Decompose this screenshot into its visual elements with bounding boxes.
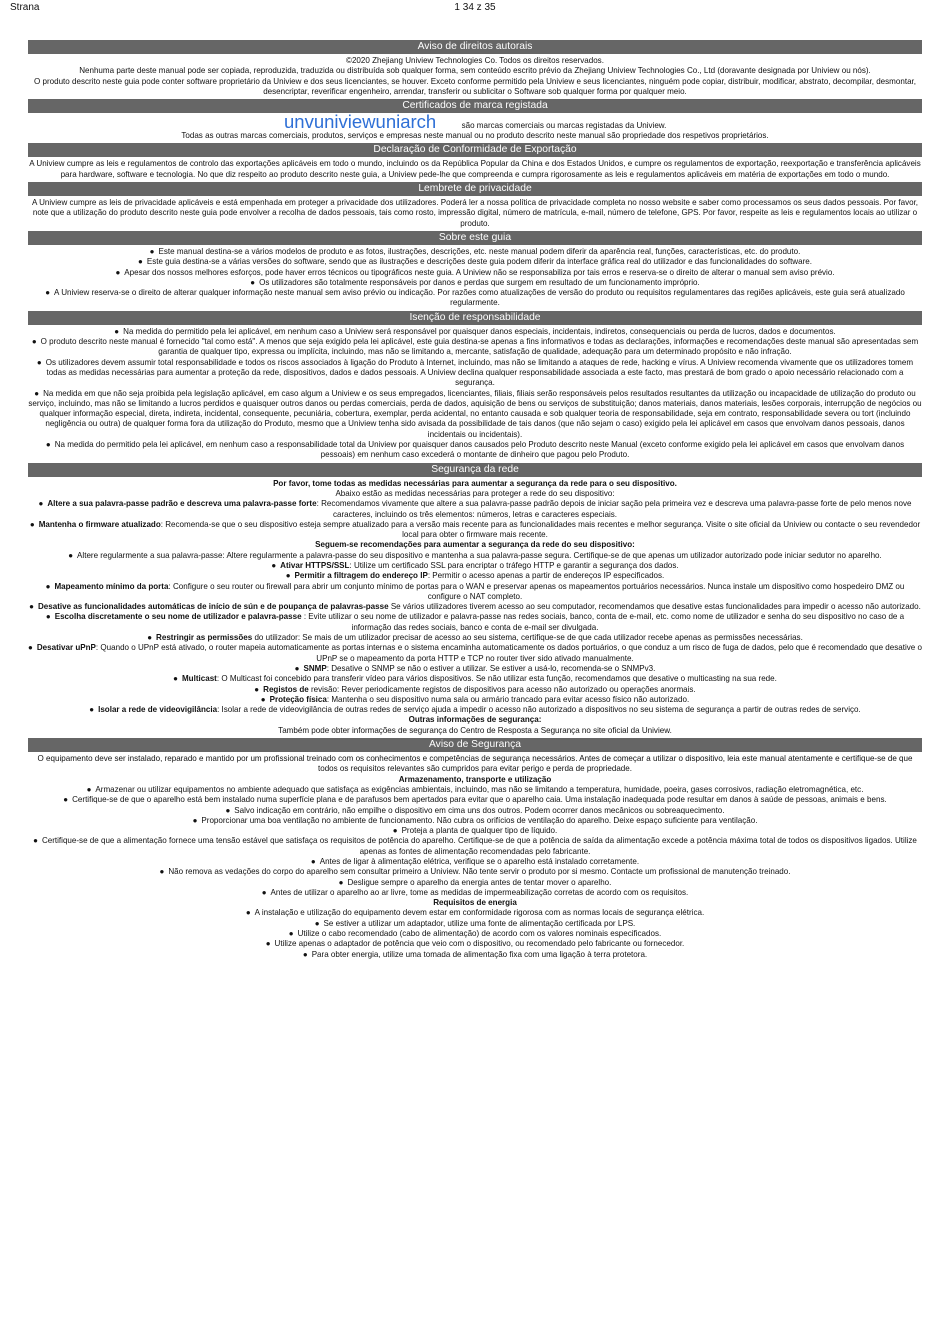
copyright-line-3: O produto descrito neste guia pode conter software proprietário da Uniview e dos seus licenciantes, se houver. Exceto conforme permitido pela Uniview e seus licenciantes, ninguém pode copiar, distribuir, modificar, abstrato, decompilar, desmontar, desencriptar, reverificar engenheiro, arrendar, transferir ou sublicitar o Software sob qualquer forma por qualquer meio.: [33, 76, 917, 96]
disclaimer-item: ● O produto descrito neste manual é fornecido "tal como está". A menos que seja exigido pela lei aplicável, este guia destina-se apenas a fins informativos e todas as declarações, informações e recomendações deste manual são apresentadas sem garantia de qualquer tipo, expressa ou implícita, incluindo, mas não se limitando a, mercante, satisfação de qualidade, adequação para um determinado propósito e não infração.: [31, 337, 919, 357]
safety-power-item: ● Se estiver a utilizar um adaptador, utilize uma fonte de alimentação certificada por LPS.: [314, 918, 636, 928]
safety-power-item: ● Utilize apenas o adaptador de potência que veio com o dispositivo, ou recomendado pelo fabricante ou fornecedor.: [265, 939, 685, 949]
copyright-line-1: ©2020 Zhejiang Uniview Technologies Co. Todos os direitos reservados.: [346, 56, 604, 65]
bullet-icon: ●: [225, 805, 231, 815]
section-header-export: Declaração de Conformidade de Exportação: [28, 143, 922, 157]
bullet-icon: ●: [159, 867, 165, 877]
safety-power-item: ● Utilize o cabo recomendado (cabo de alimentação) de acordo com os valores nominais especificados.: [288, 929, 662, 939]
disclaimer-item: ● Na medida do permitido pela lei aplicável, em nenhum caso a Uniview será responsável por quaisquer danos especiais, incidentais, indiretos, consequenciais ou perda de lucros, dados e documentos.: [114, 326, 836, 336]
page-header: [0, 0, 950, 22]
bullet-icon: ●: [29, 602, 34, 612]
bullet-icon: ●: [285, 571, 291, 581]
disclaimer-item: ● Na medida do permitido pela lei aplicável, em nenhum caso a responsabilidade total da Uniview por quaisquer danos causados pelo Produto descrito neste Manual (exceto conforme exigido pela lei aplicável em casos que envolvam danos pessoais) em nenhum caso excederá o montante de dinheiro que pagou pelo Produto.: [45, 440, 905, 460]
bullet-icon: ●: [294, 663, 300, 673]
bullet-icon: ●: [288, 929, 294, 939]
bullet-icon: ●: [250, 277, 256, 287]
network-recommended-item: ● Mapeamento mínimo da porta: Configure o seu router ou firewall para abrir um conjunto mínimo de portas para o WAN e preservar apenas os mapeamentos portuários necessários. Nunca instale um dispositivo como hospedeiro DMZ ou configure o NAT completo.: [45, 581, 905, 601]
network-required-item: ● Mantenha o firmware atualizado: Recomenda-se que o seu dispositivo esteja sempre atualizado para a versão mais recente para as funcionalidades mais recentes e melhor segurança. Visite o site oficial da Uniview ou contacte o seu revendedor local para obter o firmware mais recente.: [29, 519, 921, 540]
safety-storage-item: ● Não remova as vedações do corpo do aparelho sem consultar primeiro a Uniview. Não tente servir o produto por si mesmo. Contacte um profissional de manutenção treinado.: [159, 867, 791, 877]
bullet-icon: ●: [147, 633, 153, 643]
bullet-icon: ●: [149, 246, 155, 256]
bullet-icon: ●: [34, 388, 40, 398]
about-item: ● Este manual destina-se a vários modelos de produto e as fotos, ilustrações, descrições, etc. neste manual podem diferir da aparência real, funções, características, etc. do produto.: [149, 246, 801, 256]
page-number: 1 34 z 35: [454, 2, 496, 13]
safety-power-item: ● Para obter energia, utilize uma tomada de alimentação fixa com uma ligação à terra protetora.: [302, 949, 648, 959]
network-recommended-title: Seguem-se recomendações para aumentar a segurança da rede do seu dispositivo:: [315, 540, 635, 550]
network-recommended-item: ● Escolha discretamente o seu nome de utilizador e palavra-passe : Evite utilizar o seu nome de utilizador e palavra-passe nas redes sociais, banco, conta de e-mail, etc. como nome de utilizador e senha do seu dispositivo no caso de a informação das redes sociais, banco e conta de e-mail ser divulgada.: [45, 612, 905, 632]
network-recommended-item: ● Registos de revisão: Rever periodicamente registos de dispositivos para acesso não autorizado ou operações anormais.: [254, 684, 696, 694]
uniview-logo: [284, 113, 462, 131]
bullet-icon: ●: [29, 519, 35, 529]
bullet-icon: ●: [45, 440, 51, 450]
safety-storage-item: ● Salvo indicação em contrário, não empilhe o dispositivo em cima uns dos outros. Podem ocorrer danos mecânicos ou sobreaquecimento.: [225, 805, 725, 815]
privacy-line: A Uniview cumpre as leis de privacidade aplicáveis e está empenhada em proteger a privacidade dos utilizadores. Poderá ler a nossa política de privacidade completa no nosso website e saber como processamos os seus dados pessoais. Por favor, note que a utilização do produto descrito neste guia pode envolver a recolha de dados pessoais, tais como rosto, impressão digital, número de matrícula, e-mail, número de telefone, GPS. Por favor, respeite as leis e regulamentos locais ao utilizar o produto.: [31, 198, 919, 228]
network-recommended-item: ● SNMP: Desative o SNMP se não o estiver a utilizar. Se estiver a usá-lo, recomenda-se o SNMPv3.: [294, 663, 656, 673]
section-header-safety: Aviso de Segurança: [28, 738, 922, 752]
copyright-line-2: Nenhuma parte deste manual pode ser copiada, reproduzida, traduzida ou distribuída sob qualquer forma, sem conteúdo escrito prévio da Zhejiang Uniview Technologies Co., Ltd (doravante designada por Uniview ou nós).: [79, 66, 871, 76]
bullet-icon: ●: [265, 939, 271, 949]
network-recommended-item: ● Desative as funcionalidades automáticas de início de sún e de poupança de palavras-passe Se vários utilizadores tiverem acesso ao seu computador, recomendamos que desative estas funcionalidades para impedir o acesso não autorizado.: [29, 602, 921, 612]
safety-power-title: Requisitos de energia: [433, 898, 517, 908]
trademark-suffix: são marcas comerciais ou marcas registadas da Uniview.: [461, 121, 667, 131]
bullet-icon: ●: [392, 826, 398, 836]
page-label: Strana: [10, 2, 40, 13]
disclaimer-item: ● Na medida em que não seja proibida pela legislação aplicável, em caso algum a Uniview e os seus empregados, licenciantes, filiais, filiais serão responsáveis pelos resultados resultantes da utilização ou incapacidade de utilização do produto ou serviço, incluindo, mas não se limitando a lucros perdidos e quaisquer outros danos ou perdas comerciais, perda de dados, aquisição de bens ou serviços de substituição; danos materiais, danos materiais, lesões corporais, interrupção de negócios ou qualquer informação especial, direta, indireta, incidental, consequente, pecuniária, cobertura, exemplar, perda acidental, no entanto causada e sob qualquer teoria de responsabilidade, seja em contrato, responsabilidade severa ou tort (incluindo negligência ou outra) de qualquer forma fora da utilização do Produto, mesmo que a Uniview tenha sido avisada da possibilidade de tais danos (que não sejam o caso) exigido pela lei aplicável em casos que envolvam danos pessoais, danos incidentais ou incidentais).: [28, 388, 922, 439]
bullet-icon: ●: [173, 674, 178, 684]
section-header-disclaimer: Isenção de responsabilidade: [28, 311, 922, 325]
network-recommended-item: ● Permitir a filtragem do endereço IP: Permitir o acesso apenas a partir de endereços IP especificados.: [285, 571, 665, 581]
bullet-icon: ●: [86, 784, 92, 794]
safety-storage-item: ● Antes de ligar à alimentação elétrica, verifique se o aparelho está instalado corretamente.: [310, 857, 640, 866]
about-item: ● Apesar dos nossos melhores esforços, pode haver erros técnicos ou tipográficos neste guia. A Uniview não se responsabiliza por tais erros e reserva-se o direito de alterar o manual sem aviso prévio.: [115, 267, 835, 277]
section-header-trademarks: Certificados de marca registada: [28, 99, 922, 113]
about-item: ● Este guia destina-se a várias versões do software, sendo que as ilustrações e descrições deste guia podem diferir da interface gráfica real do utilizador e das funcionalidades do software.: [138, 257, 812, 267]
safety-storage-item: ● Armazenar ou utilizar equipamentos no ambiente adequado que satisfaça as exigências ambientais, incluindo, mas não se limitando a temperatura, humidade, poeira, gases corrosivos, radiação eletromagnética, etc.: [86, 784, 864, 794]
document-body: [28, 38, 922, 960]
bullet-icon: ●: [28, 643, 33, 653]
section-header-network: Segurança da rede: [28, 463, 922, 477]
bullet-icon: ●: [338, 877, 344, 887]
network-more-title: Outras informações de segurança:: [408, 715, 542, 725]
about-item: ● A Uniview reserva-se o direito de alterar qualquer informação neste manual sem aviso prévio ou indicação. Por razões como atualizações de versão do produto ou requisitos regulamentares das regiões aplicáveis, este guia será atualizado regularmente.: [45, 288, 905, 308]
network-required-item: ● Altere a sua palavra-passe padrão e descreva uma palavra-passe forte: Recomendamos vivamente que altere a sua palavra-passe padrão depois de iniciar sação pela primeira vez e descreva uma palavra-passe forte de pelo menos nove caracteres, incluindo os três elementos: números, letras e caracteres especiais.: [38, 499, 912, 519]
section-header-privacy: Lembrete de privacidade: [28, 182, 922, 196]
section-header-copyright: Aviso de direitos autorais: [28, 40, 922, 54]
network-recommended-item: ● Restringir as permissões do utilizador: Se mais de um utilizador precisar de acesso ao seu sistema, certifique-se de que cada utilizador recebe apenas as permissões necessárias.: [147, 633, 803, 643]
uniview-logo-text: unvuniviewuniarch: [283, 113, 436, 132]
safety-storage-item: ● Certifique-se de que a alimentação fornece uma tensão estável que satisfaça os requisitos de potência do aparelho. Certifique-se de que a potência de saída da alimentação excede a potência máxima total de todos os dispositivos ligados. Utilize apenas as fontes de alimentação recomendadas pelo fabricante.: [33, 836, 917, 856]
bullet-icon: ●: [89, 705, 95, 715]
bullet-icon: ●: [192, 815, 198, 825]
bullet-icon: ●: [36, 357, 42, 367]
bullet-icon: ●: [31, 337, 37, 347]
network-recommended-item: ● Ativar HTTPS/SSL: Utilize um certificado SSL para encriptar o tráfego HTTP e garantir a segurança dos dados.: [271, 560, 679, 570]
trademark-logo-line: [28, 115, 922, 131]
network-recommended-item: ● Proteção física: Mantenha o seu dispositivo numa sala ou armário trancado para evitar acesso físico não autorizado.: [260, 694, 690, 704]
safety-storage-item: ● Certifique-se de que o aparelho está bem instalado numa superfície plana e de parafusos bem apertados para evitar que o aparelho caia. Uma instalação inadequada pode resultar em danos à saúde de pessoas, animais e bens.: [63, 795, 887, 805]
bullet-icon: ●: [245, 908, 251, 918]
bullet-icon: ●: [302, 949, 308, 959]
network-recommended-item: ● Isolar a rede de videovigilância: Isolar a rede de videovigilância de outras redes de serviço ajuda a impedir o acesso não autorizado a dispositivos no seu sistema de segurança a partir de outras redes de serviço.: [89, 705, 861, 715]
section-header-about: Sobre este guia: [28, 231, 922, 245]
bullet-icon: ●: [261, 887, 267, 897]
safety-storage-item: ● Antes de utilizar o aparelho ao ar livre, tome as medidas de impermeabilização corretas de acordo com os requisitos.: [261, 887, 689, 897]
bullet-icon: ●: [138, 257, 143, 267]
bullet-icon: ●: [45, 581, 51, 591]
bullet-icon: ●: [33, 836, 38, 846]
bullet-icon: ●: [260, 694, 266, 704]
safety-storage-item: ● Proteja a planta de qualquer tipo de líquido.: [392, 826, 558, 836]
bullet-icon: ●: [114, 326, 120, 336]
network-intro-bold: Por favor, tome todas as medidas necessárias para aumentar a segurança da rede para o seu dispositivo.: [273, 478, 677, 488]
about-item: ● Os utilizadores são totalmente responsáveis por danos e perdas que surgem em resultado de um funcionamento impróprio.: [250, 277, 700, 287]
trademark-line: Todas as outras marcas comerciais, produtos, serviços e empresas neste manual ou no produto descrito neste manual são propriedade dos respetivos proprietários.: [181, 131, 769, 141]
safety-storage-item: ● Desligue sempre o aparelho da energia antes de tentar mover o aparelho.: [338, 877, 612, 887]
safety-storage-title: Armazenamento, transporte e utilização: [398, 774, 552, 784]
safety-intro: O equipamento deve ser instalado, reparado e mantido por um profissional treinado com os conhecimentos e competências de segurança necessários. Antes de começar a utilizar o dispositivo, leia este manual atentamente e certifique-se de que todos os requisitos relevantes são cumpridos para evitar perigo e perda de propriedade.: [37, 754, 913, 774]
disclaimer-item: ● Os utilizadores devem assumir total responsabilidade e todos os riscos associados à ligação do Produto à Internet, incluindo, mas não se limitando a ataques de rede, hacking e vírus. A Uniview recomenda vivamente que os utilizadores tomem todas as medidas necessárias para aumentar a proteção da rede, dispositivos, dados e dados pessoais. A Uniview declina qualquer responsabilidade associada a este facto, mas prestará de bom grado o apoio necessário relacionado com a segurança.: [36, 357, 914, 388]
bullet-icon: ●: [38, 499, 44, 509]
network-recommended-item: ● Desativar uPnP: Quando o UPnP está ativado, o router mapeia automaticamente as portas internas e o sistema encaminha automaticamente os dados portuários, o que conduz a um risco de fuga de dados, pelo que é recomendado que desative o UPnP se o mapeamento da porta HTTP e TCP no router tiver sido ativado manualmente.: [28, 643, 922, 663]
bullet-icon: ●: [45, 612, 51, 622]
network-recommended-item: ● Altere regularmente a sua palavra-passe: Altere regularmente a palavra-passe do seu dispositivo e mantenha a sua palavra-passe segura. Certifique-se de que apenas um utilizador autorizado pode iniciar sedutor no aparelho.: [68, 550, 882, 560]
export-line: A Uniview cumpre as leis e regulamentos de controlo das exportações aplicáveis em todo o mundo, incluindo os da República Popular da China e dos Estados Unidos, e cumpre os regulamentos de exportação, reexportação e transferência aplicáveis para hardware, software e tecnologia. No que diz respeito ao produto descrito neste guia, a Uniview pede-lhe que compreenda e cumpra rigorosamente as leis e regulamentos aplicáveis em matéria de exportações em todo o mundo.: [29, 159, 921, 179]
bullet-icon: ●: [63, 795, 69, 805]
bullet-icon: ●: [310, 857, 316, 866]
bullet-icon: ●: [314, 918, 320, 928]
bullet-icon: ●: [254, 684, 260, 694]
bullet-icon: ●: [45, 288, 51, 298]
network-recommended-item: ● Multicast: O Multicast foi concebido para transferir vídeo para vários dispositivos. Se não utilizar esta função, recomendamos que desative o multicasting na sua rede.: [173, 674, 777, 684]
bullet-icon: ●: [68, 550, 74, 560]
safety-power-item: ● A instalação e utilização do equipamento devem estar em conformidade rigorosa com as normas locais de segurança elétrica.: [245, 908, 705, 918]
network-intro: Abaixo estão as medidas necessárias para proteger a rede do seu dispositivo:: [335, 488, 615, 498]
bullet-icon: ●: [115, 267, 121, 277]
bullet-icon: ●: [271, 560, 277, 570]
network-more-line: Também pode obter informações de segurança do Centro de Resposta a Segurança no site oficial da Uniview.: [278, 725, 672, 735]
safety-storage-item: ● Proporcionar uma boa ventilação no ambiente de funcionamento. Não cubra os orifícios de ventilação do aparelho. Deixe espaço suficiente para ventilação.: [192, 815, 758, 825]
